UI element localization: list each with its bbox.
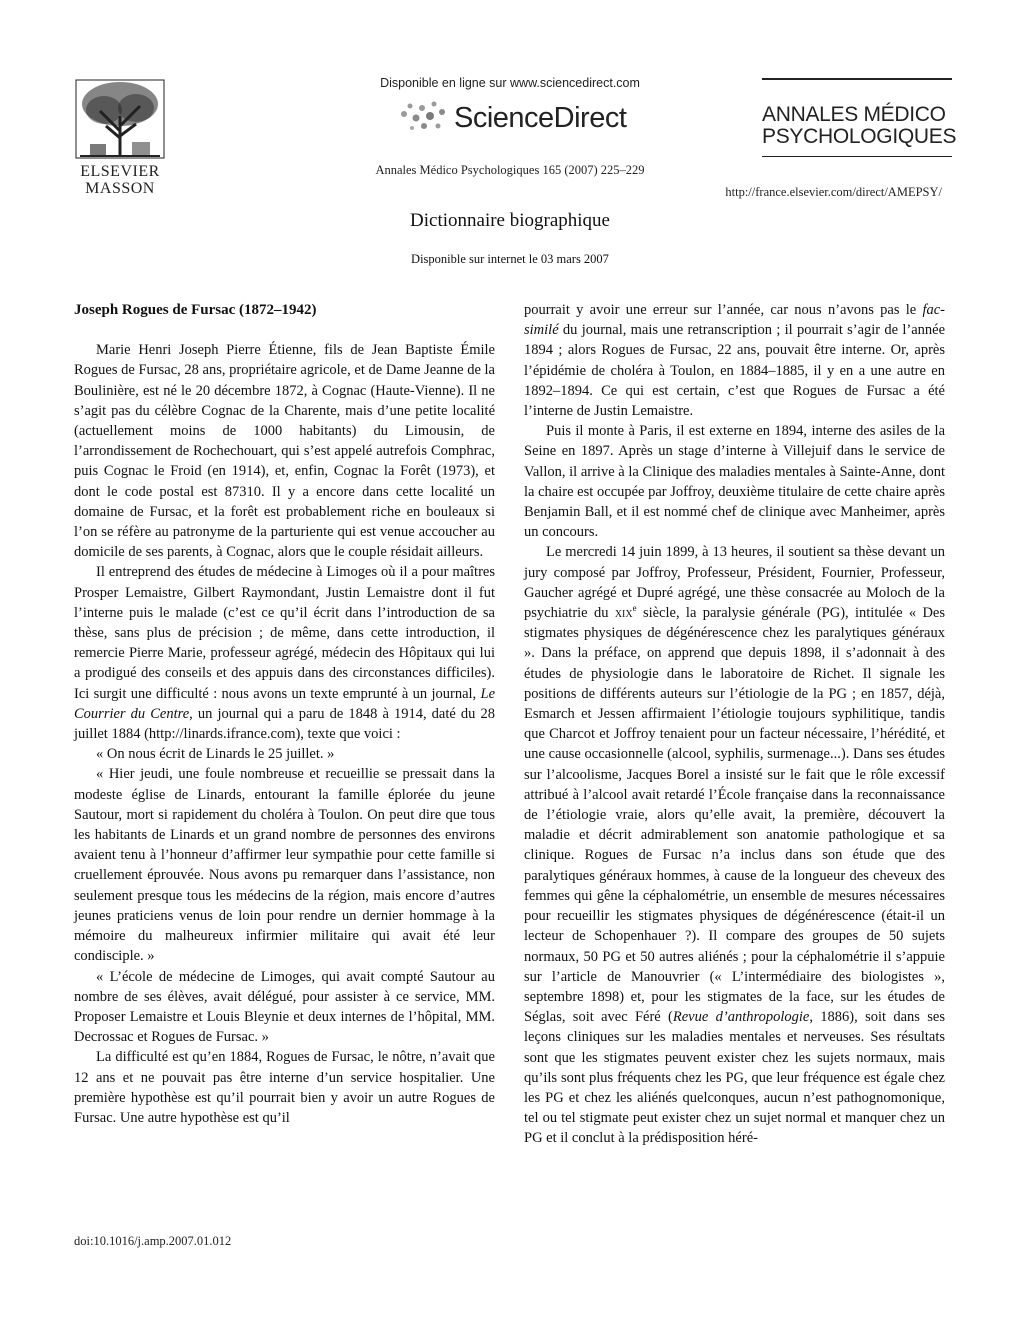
sciencedirect-name: ScienceDirect <box>454 102 627 134</box>
journal-name: Le Courrier du Centre <box>74 685 496 722</box>
text-column-left <box>74 300 495 1128</box>
italic-term: fac-similé <box>524 302 945 339</box>
publisher-name-line2: MASSON <box>85 180 155 197</box>
sciencedirect-logo <box>396 96 636 140</box>
journal-brand-line1: ANNALES MÉDICO <box>762 103 946 126</box>
journal-brand-line2: PSYCHOLOGIQUES <box>762 125 957 148</box>
journal-name: Revue d’anthropologie <box>672 1009 810 1026</box>
article-title: Joseph Rogues de Fursac (1872–1942) <box>74 302 317 318</box>
journal-url[interactable]: http://france.elsevier.com/direct/AMEPSY/ <box>725 185 942 199</box>
sciencedirect-dots-icon <box>396 96 452 136</box>
paragraph <box>74 562 495 744</box>
journal-reference: Annales Médico Psychologiques 165 (2007) 225–229 <box>375 163 645 177</box>
available-online-note: Disponible en ligne sur www.sciencedirect.com <box>380 76 640 90</box>
century-numeral: xix <box>614 605 633 622</box>
century-superscript: e <box>632 603 637 614</box>
quote-paragraph: « L’école de médecine de Limoges, qui avait compté Sautour au nombre de ses élèves, avait délégué, pour assister à ce service, MM. Proposer Lemaistre et Louis Bleynie et deux internes de l’hôpital, MM. Decrossac et Rogues de Fursac. » <box>74 968 495 1046</box>
paragraph-text: pourrait y avoir une erreur sur l’année, car nous n’avons pas le <box>524 302 917 318</box>
text-column-right <box>524 300 945 1149</box>
doi-footer: doi:10.1016/j.amp.2007.01.012 <box>74 1234 232 1248</box>
paragraph: Puis il monte à Paris, il est externe en 1894, interne des asiles de la Seine en 1897. Après un stage d’interne à Villejuif dans le service de Vallon, il arrive à la Clinique des maladies mentales à Sainte-Anne, dont la chaire est occupée par Joffroy, deuxième titulaire de cette chaire après Benjamin Ball, et il est nommé chef de clinique avec Manheimer, après un concours. <box>524 423 945 541</box>
availability-date: Disponible sur internet le 03 mars 2007 <box>411 252 609 266</box>
paragraph-text: , 1886), soit dans ses leçons cliniques sur les maladies mentales et nerveuses. Ses résultats sont que les stigmates peuvent exister chez les sujets normaux, mais qu’ils sont plus fréquents chez les PG, que leur fréquence est égale chez les PG et chez les aliénés quelconques, aucun n’est pathognomonique, tel ou tel stigmate peut exister chez un sujet normal et manquer chez un PG et il conclut à la prédisposition héré- <box>524 1009 945 1147</box>
paragraph <box>524 300 945 421</box>
paragraph-text: , un journal qui a paru de 1848 à 1914, daté du 28 juillet 1884 (http://linards.ifrance.com), texte que voici : <box>74 705 495 743</box>
paragraph-text: siècle, la paralysie générale (PG), intitulée « Des stigmates physiques de dégénérescence chez les paralytiques généraux ». Dans la préface, on apprend que depuis 1898, il s’adonnait à des études de physiologie dans le laboratoire de Richet. Il signale les positions de différents auteurs sur l’étiologie de la PG ; en 1857, déjà, Esmarch et Jessen affirmaient l’étiologie toujours syphilitique, tandis que Charcot et Joffroy tenaient pour un facteur nécessaire, l’hérédité, et une cause occasionnelle (alcool, syphilis, surmenage...). Dans ses études sur l’alcoolisme, Jacques Borel a insisté sur le fait que le rôle excessif attribué à l’alcool avait retardé l’École française dans la reconnaissance de l’étiologie vraie, alors qu’elle avait, la première, découvert la maladie et décrit admirablement son anatomie pathologique et sa clinique. Rogues de Fursac n’a inclus dans son étude que des paralytiques généraux hommes, à cause de la longueur des cheveux des femmes qui gêne la céphalométrie, un ensemble de mesures nécessaires pour recueillir les stigmates physiques de dégénérescence (était-il un lecteur de Schopenhauer ?). Il compare des groupes de 50 sujets normaux, 50 PG et 50 autres aliénés ; pour la céphalométrie il s’appuie sur l’article de Manouvrier (« L’intermédiaire des biologistes », septembre 1898) et, pour les stigmates de la face, sur les études de Séglas, soit avec Féré ( <box>524 605 945 1026</box>
paragraph-text: Le mercredi 14 juin 1899, à 13 heures, il soutient sa thèse devant un jury composé par Joffroy, Professeur, Président, Fournier, Professeur, Gaucher agrégé et Dupré agrégé, une thèse consacrée au Moloch de la psychiatrie du <box>524 544 945 622</box>
paragraph-text: Il entreprend des études de médecine à Limoges où il a pour maîtres Prosper Lemaistre, Gilbert Raymondant, Justin Lemaistre dont il fut l’interne puis le malade (c’est ce qu’il écrit dans l’introduction de sa thèse, sans plus de précision ; de même, dans cette introduction, il remercie Pierre Marie, professeur agrégé, médecin des Hôpitaux qui lui a prodigué des conseils et des appuis dans des circonstances difficiles). Ici surgit une difficulté : nous avons un texte emprunté à un journal, <box>74 564 495 702</box>
quote-paragraph: « Hier jeudi, une foule nombreuse et recueillie se pressait dans la modeste église de Linards, entourant la famille éplorée du jeune Sautour, mort si rapidement du choléra à Toulon. On peut dire que tous les habitants de Linards et un grand nombre de personnes des environs avaient tenu à l’honneur d’affirmer leur sympathie pour cette famille si cruellement éprouvée. Nous avons pu remarquer dans l’assistance, non seulement presque tous les médecins de la région, mais encore d’autres jeunes praticiens venus de loin pour rendre un dernier hommage à la mémoire du malheureux infirmier militaire qui avait été leur condisciple. » <box>74 766 495 965</box>
publisher-name-line1: ELSEVIER <box>80 163 160 180</box>
publisher-logo <box>70 76 170 198</box>
paragraph-text: du journal, mais une retranscription ; il pourrait s’agir de l’année 1894 ; alors Rogues de Fursac, 22 ans, pouvait être interne. Or, après l’épidémie de choléra à Toulon, en 1884–1885, il y en a une autre en 1892–1894. Ce qui est certain, c’est que Rogues de Fursac a été l’interne de Justin Lemaistre. <box>524 322 946 420</box>
journal-brand <box>762 78 957 157</box>
paragraph <box>524 542 945 1148</box>
brand-rule-bottom <box>762 156 952 157</box>
paragraph: Marie Henri Joseph Pierre Étienne, fils de Jean Baptiste Émile Rogues de Fursac, 28 ans, propriétaire agricole, et de Dame Jeanne de la Boulinière, est né le 20 décembre 1872, à Cognac (Haute-Vienne). Il ne s’agit pas du célèbre Cognac de la Charente, mais d’une petite localité (actuellement moins de 1000 habitants) du Limousin, de l’arrondissement de Rochechouart, qui s’est appelé autrefois Comphrac, puis Cognac le Froid (en 1914), et, enfin, Cognac la Forêt (1973), et dont le code postal est 87310. Il y a encore dans cette localité un domaine de Fursac, et la forêt est probablement riche en bouleaux si l’on se réfère au patronyme de la parturiente qui est venue accoucher au domicile de ses parents, à Cognac, alors que le couple résidait ailleurs. <box>74 342 495 561</box>
elsevier-tree-icon <box>70 76 170 162</box>
section-title: Dictionnaire biographique <box>410 210 610 231</box>
quote-paragraph: « On nous écrit de Linards le 25 juillet. » <box>96 746 335 763</box>
paragraph: La difficulté est qu’en 1884, Rogues de Fursac, le nôtre, n’avait que 12 ans et ne pouvait pas être interne d’un service hospitalier. Une première hypothèse est qu’il pourrait bien y avoir un autre Rogues de Fursac. Une autre hypothèse est qu’il <box>74 1049 495 1126</box>
